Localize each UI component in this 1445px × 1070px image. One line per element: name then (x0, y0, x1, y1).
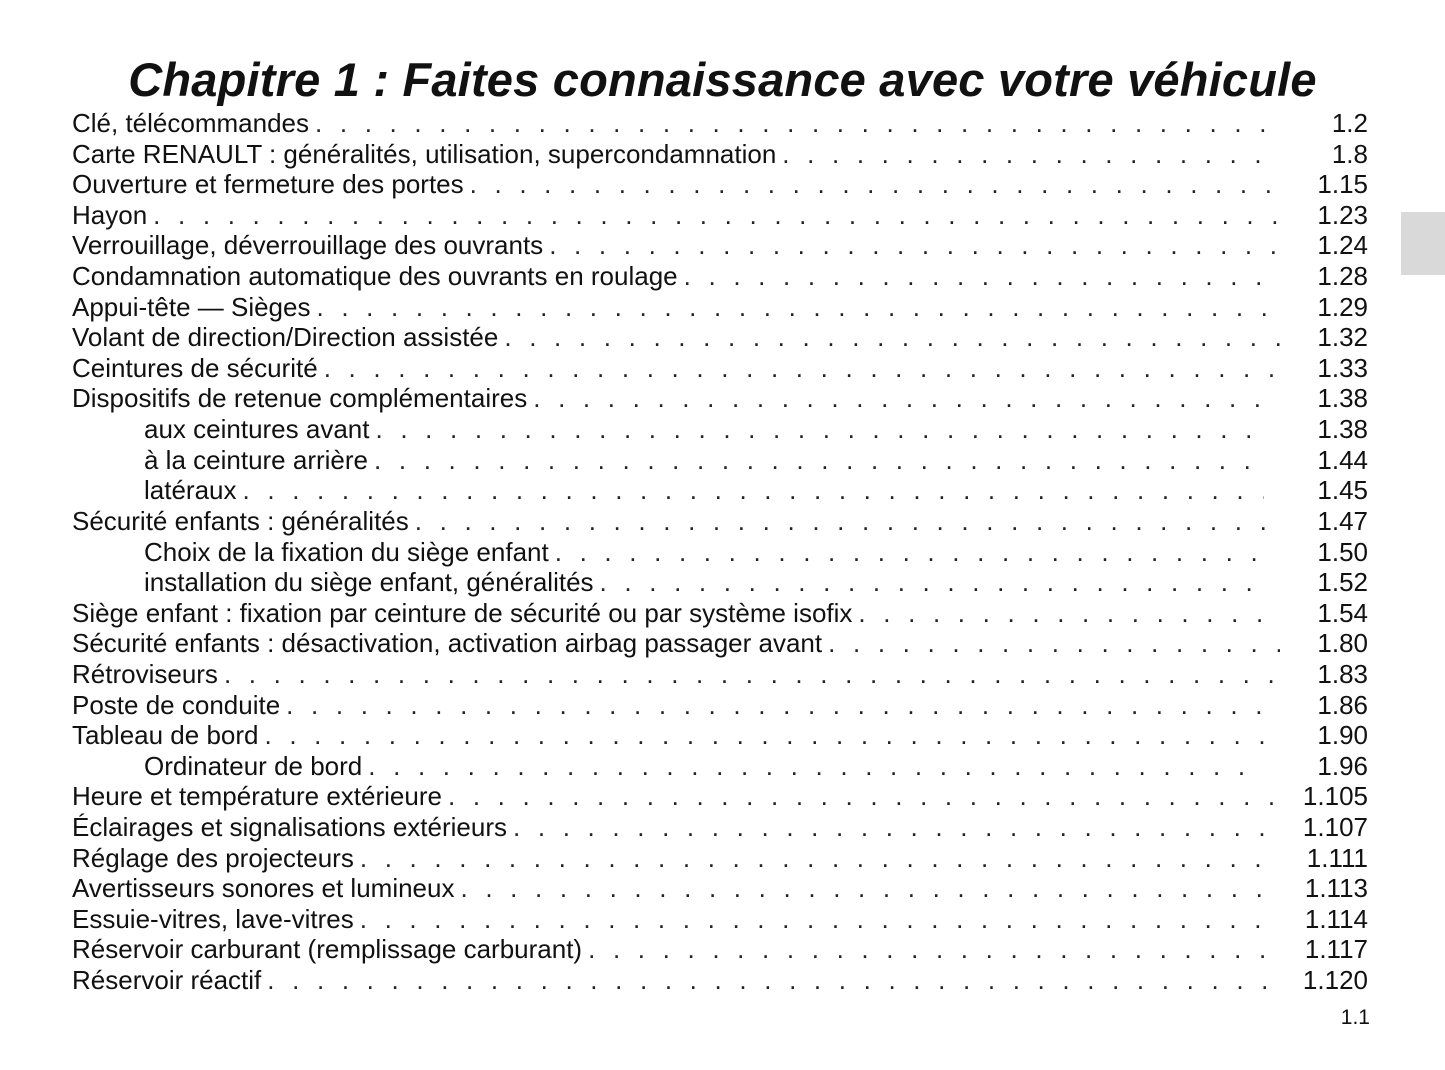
toc-entry-label: Essuie-vitres, lave-vitres (72, 903, 354, 934)
toc-entry-page: 1.15 (1317, 169, 1368, 200)
toc-entry-label: Réservoir réactif (72, 965, 262, 996)
toc-entry-page: 1.113 (1304, 873, 1368, 904)
toc-entry-label: Réservoir carburant (remplissage carburant) (72, 934, 583, 965)
dot-leader (264, 720, 1280, 751)
dot-leader (153, 200, 1280, 231)
toc-entry-label: Siège enfant : fixation par ceinture de sécurité ou par système isofix (72, 597, 853, 628)
toc-entry-page: 1.54 (1317, 597, 1368, 628)
dot-leader (549, 230, 1280, 261)
dot-leader (267, 965, 1280, 996)
dot-leader (684, 261, 1280, 292)
toc-entry[interactable] (72, 659, 1368, 690)
toc-entry[interactable] (72, 904, 1368, 935)
toc-entry[interactable] (72, 690, 1368, 721)
toc-entry-page: 1.86 (1317, 689, 1368, 720)
toc-entry[interactable] (72, 353, 1368, 384)
toc-entry-page: 1.47 (1317, 505, 1368, 536)
toc-subentry[interactable] (72, 445, 1368, 476)
toc-entry-label: Volant de direction/Direction assistée (72, 322, 499, 353)
toc-entry-label: Choix de la fixation du siège enfant (144, 536, 549, 567)
toc-entry-label: Ceintures de sécurité (72, 352, 318, 383)
toc-entry-label: Sécurité enfants : généralités (72, 505, 409, 536)
toc-entry-page: 1.33 (1317, 352, 1368, 383)
dot-leader (600, 567, 1264, 598)
toc-entry[interactable] (72, 812, 1368, 843)
dot-leader (360, 904, 1280, 935)
toc-entry-label: Ouverture et fermeture des portes (72, 169, 464, 200)
toc-entry[interactable] (72, 139, 1368, 170)
toc-entry[interactable] (72, 506, 1368, 537)
toc-entry-label: Tableau de bord (72, 720, 259, 751)
toc-entry-page: 1.32 (1317, 322, 1368, 353)
toc-entry-label: Poste de conduite (72, 689, 281, 720)
dot-leader (470, 169, 1280, 200)
toc-subentry[interactable] (72, 537, 1368, 568)
toc-entry-page: 1.38 (1317, 383, 1368, 414)
dot-leader (782, 139, 1280, 170)
dot-leader (415, 506, 1280, 537)
toc-subentry[interactable] (72, 567, 1368, 598)
toc-entry-label: Verrouillage, déverrouillage des ouvrants (72, 230, 544, 261)
toc-entry-page: 1.45 (1317, 475, 1368, 506)
toc-entry-label: à la ceinture arrière (144, 444, 368, 475)
dot-leader (533, 383, 1280, 414)
toc-entry-page: 1.8 (1331, 138, 1368, 169)
toc-entry[interactable] (72, 322, 1368, 353)
toc-entry[interactable] (72, 934, 1368, 965)
toc-entry-page: 1.29 (1317, 291, 1368, 322)
toc-entry-label: Hayon (72, 199, 148, 230)
toc-entry-label: Carte RENAULT : généralités, utilisation, supercondamnation (72, 138, 777, 169)
toc-entry-label: latéraux (144, 475, 237, 506)
page-number: 1.1 (1340, 1006, 1370, 1029)
toc-subentry[interactable] (72, 475, 1368, 506)
toc-entry-page: 1.50 (1317, 536, 1368, 567)
toc-entry-label: Éclairages et signalisations extérieurs (72, 812, 507, 843)
toc-entry[interactable] (72, 843, 1368, 874)
dot-leader (375, 414, 1264, 445)
toc-entry[interactable] (72, 720, 1368, 751)
toc-entry-page: 1.80 (1317, 628, 1368, 659)
toc-entry[interactable] (72, 628, 1368, 659)
toc-entry-label: Avertisseurs sonores et lumineux (72, 873, 455, 904)
toc-entry-page: 1.2 (1331, 108, 1368, 138)
dot-leader (448, 781, 1280, 812)
toc-entry-page: 1.105 (1302, 781, 1368, 812)
dot-leader (588, 934, 1280, 965)
toc-entry-page: 1.44 (1317, 444, 1368, 475)
toc-entry-label: Dispositifs de retenue complémentaires (72, 383, 528, 414)
toc-entry[interactable] (72, 261, 1368, 292)
dot-leader (315, 108, 1280, 139)
toc-subentry[interactable] (72, 414, 1368, 445)
toc-entry-page: 1.38 (1317, 414, 1368, 445)
toc-entry-page: 1.111 (1306, 842, 1368, 873)
toc-entry-page: 1.114 (1304, 903, 1368, 934)
toc-entry[interactable] (72, 598, 1368, 629)
toc-entry-page: 1.117 (1304, 934, 1368, 965)
dot-leader (504, 322, 1280, 353)
toc-entry-page: 1.23 (1317, 199, 1368, 230)
toc-entry-page: 1.83 (1317, 658, 1368, 689)
dot-leader (316, 292, 1280, 323)
toc-entry-page: 1.90 (1317, 720, 1368, 751)
toc-entry-label: aux ceintures avant (144, 414, 370, 445)
chapter-side-tab (1401, 212, 1445, 275)
toc-entry[interactable] (72, 200, 1368, 231)
toc-entry-page: 1.24 (1317, 230, 1368, 261)
dot-leader (324, 353, 1280, 384)
toc-entry[interactable] (72, 781, 1368, 812)
table-of-contents (72, 108, 1368, 996)
toc-entry[interactable] (72, 873, 1368, 904)
dot-leader (513, 812, 1280, 843)
toc-entry[interactable] (72, 292, 1368, 323)
toc-entry-label: Appui-tête — Sièges (72, 291, 311, 322)
dot-leader (460, 873, 1280, 904)
toc-entry-label: installation du siège enfant, généralités (144, 567, 594, 598)
chapter-title: Chapitre 1 : Faites connaissance avec votre véhicule (128, 53, 1317, 107)
toc-entry[interactable] (72, 169, 1368, 200)
toc-entry-page: 1.107 (1302, 812, 1368, 843)
toc-entry[interactable] (72, 965, 1368, 996)
toc-entry-label: Ordinateur de bord (144, 750, 363, 781)
toc-entry-label: Rétroviseurs (72, 658, 218, 689)
toc-subentry[interactable] (72, 751, 1368, 782)
dot-leader (360, 843, 1280, 874)
toc-entry-label: Sécurité enfants : désactivation, activation airbag passager avant (72, 628, 823, 659)
toc-entry-label: Condamnation automatique des ouvrants en roulage (72, 261, 678, 292)
toc-entry-label: Réglage des projecteurs (72, 842, 354, 873)
toc-entry-page: 1.96 (1317, 750, 1368, 781)
dot-leader (368, 751, 1264, 782)
toc-entry[interactable] (72, 108, 1368, 139)
dot-leader (858, 598, 1280, 629)
dot-leader (224, 659, 1280, 690)
dot-leader (243, 475, 1265, 506)
dot-leader (828, 628, 1280, 659)
dot-leader (286, 690, 1280, 721)
dot-leader (555, 537, 1264, 568)
toc-entry-page: 1.52 (1317, 567, 1368, 598)
toc-entry-label: Heure et température extérieure (72, 781, 442, 812)
dot-leader (374, 445, 1264, 476)
toc-entry-page: 1.28 (1317, 261, 1368, 292)
toc-entry[interactable] (72, 383, 1368, 414)
toc-entry-page: 1.120 (1302, 965, 1368, 996)
toc-entry-label: Clé, télécommandes (72, 108, 309, 138)
toc-entry[interactable] (72, 230, 1368, 261)
